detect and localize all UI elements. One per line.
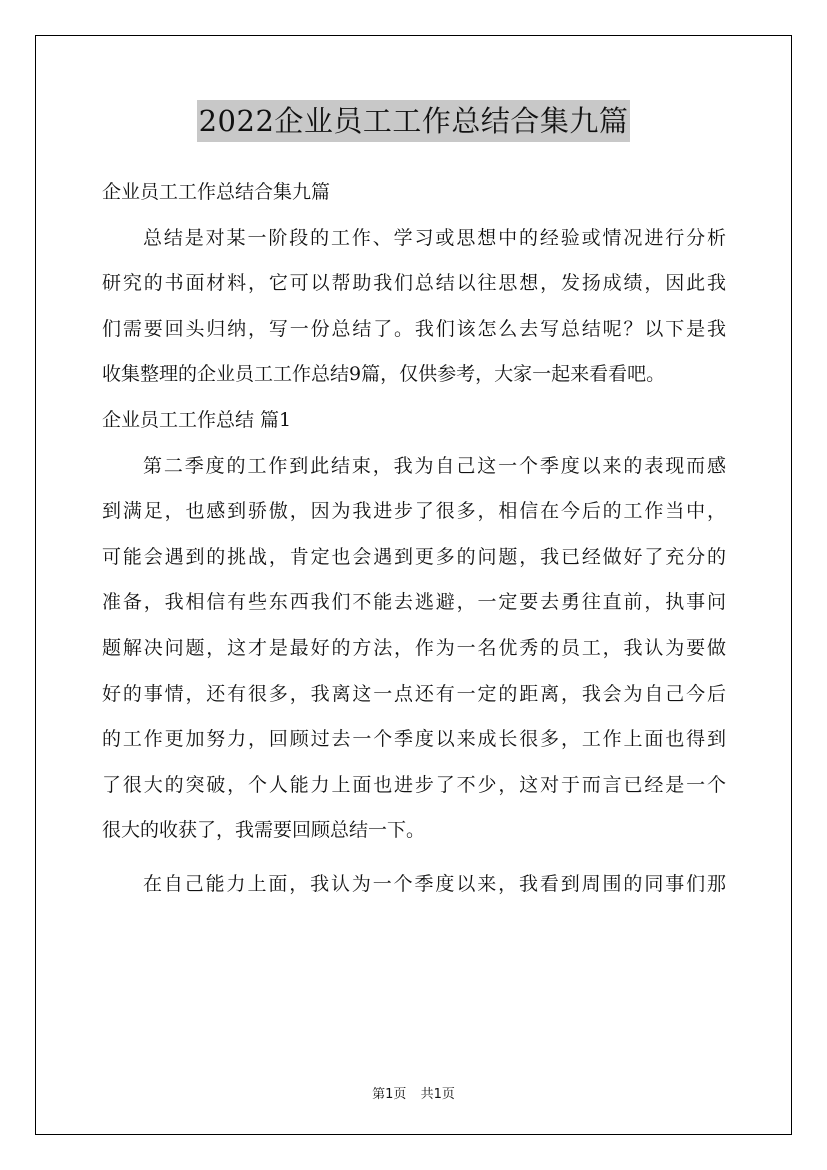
paragraph-line: 第二季度的工作到此结束，我为自己这一个季度以来的表现而感 [143, 454, 726, 477]
page-number: 第1页 [372, 1087, 407, 1102]
paragraph-gap [102, 854, 726, 862]
paragraph-line: 很大的收获了，我需要回顾总结一下。 [102, 819, 426, 842]
paragraph-line: 题解决问题，这才是最好的方法，作为一名优秀的员工，我认为要做 [102, 636, 726, 659]
paragraph-line: 到满足，也感到骄傲，因为我进步了很多，相信在今后的工作当中， [102, 500, 726, 523]
document-body [102, 170, 726, 908]
paragraph-line: 了很大的突破，个人能力上面也进步了不少，这对于而言已经是一个 [102, 773, 726, 796]
document-title-block [0, 100, 827, 142]
paragraph-line: 收集整理的企业员工工作总结9篇，仅供参考，大家一起来看看吧。 [102, 363, 666, 386]
paragraph-line: 在自己能力上面，我认为一个季度以来，我看到周围的同事们那 [143, 872, 726, 895]
paragraph-line: 们需要回头归纳，写一份总结了。我们该怎么去写总结呢？以下是我 [102, 317, 726, 340]
paragraph-line: 研究的书面材料，它可以帮助我们总结以往思想，发扬成绩，因此我 [102, 272, 726, 295]
document-title: 2022企业员工工作总结合集九篇 [197, 100, 631, 142]
page-total: 共1页 [420, 1087, 455, 1102]
paragraph-line: 的工作更加努力，回顾过去一个季度以来成长很多，工作上面也得到 [102, 728, 726, 751]
document-subtitle: 企业员工工作总结合集九篇 [102, 181, 331, 203]
paragraph-line: 准备，我相信有些东西我们不能去逃避，一定要去勇往直前，执事问 [102, 591, 726, 614]
paragraph-line: 好的事情，还有很多，我离这一点还有一定的距离，我会为自己今后 [102, 682, 726, 705]
page-footer [0, 1083, 827, 1102]
section-heading: 企业员工工作总结 篇1 [102, 408, 292, 431]
paragraph-line: 可能会遇到的挑战，肯定也会遇到更多的问题，我已经做好了充分的 [102, 545, 726, 568]
paragraph-line: 总结是对某一阶段的工作、学习或思想中的经验或情况进行分析 [143, 226, 726, 249]
